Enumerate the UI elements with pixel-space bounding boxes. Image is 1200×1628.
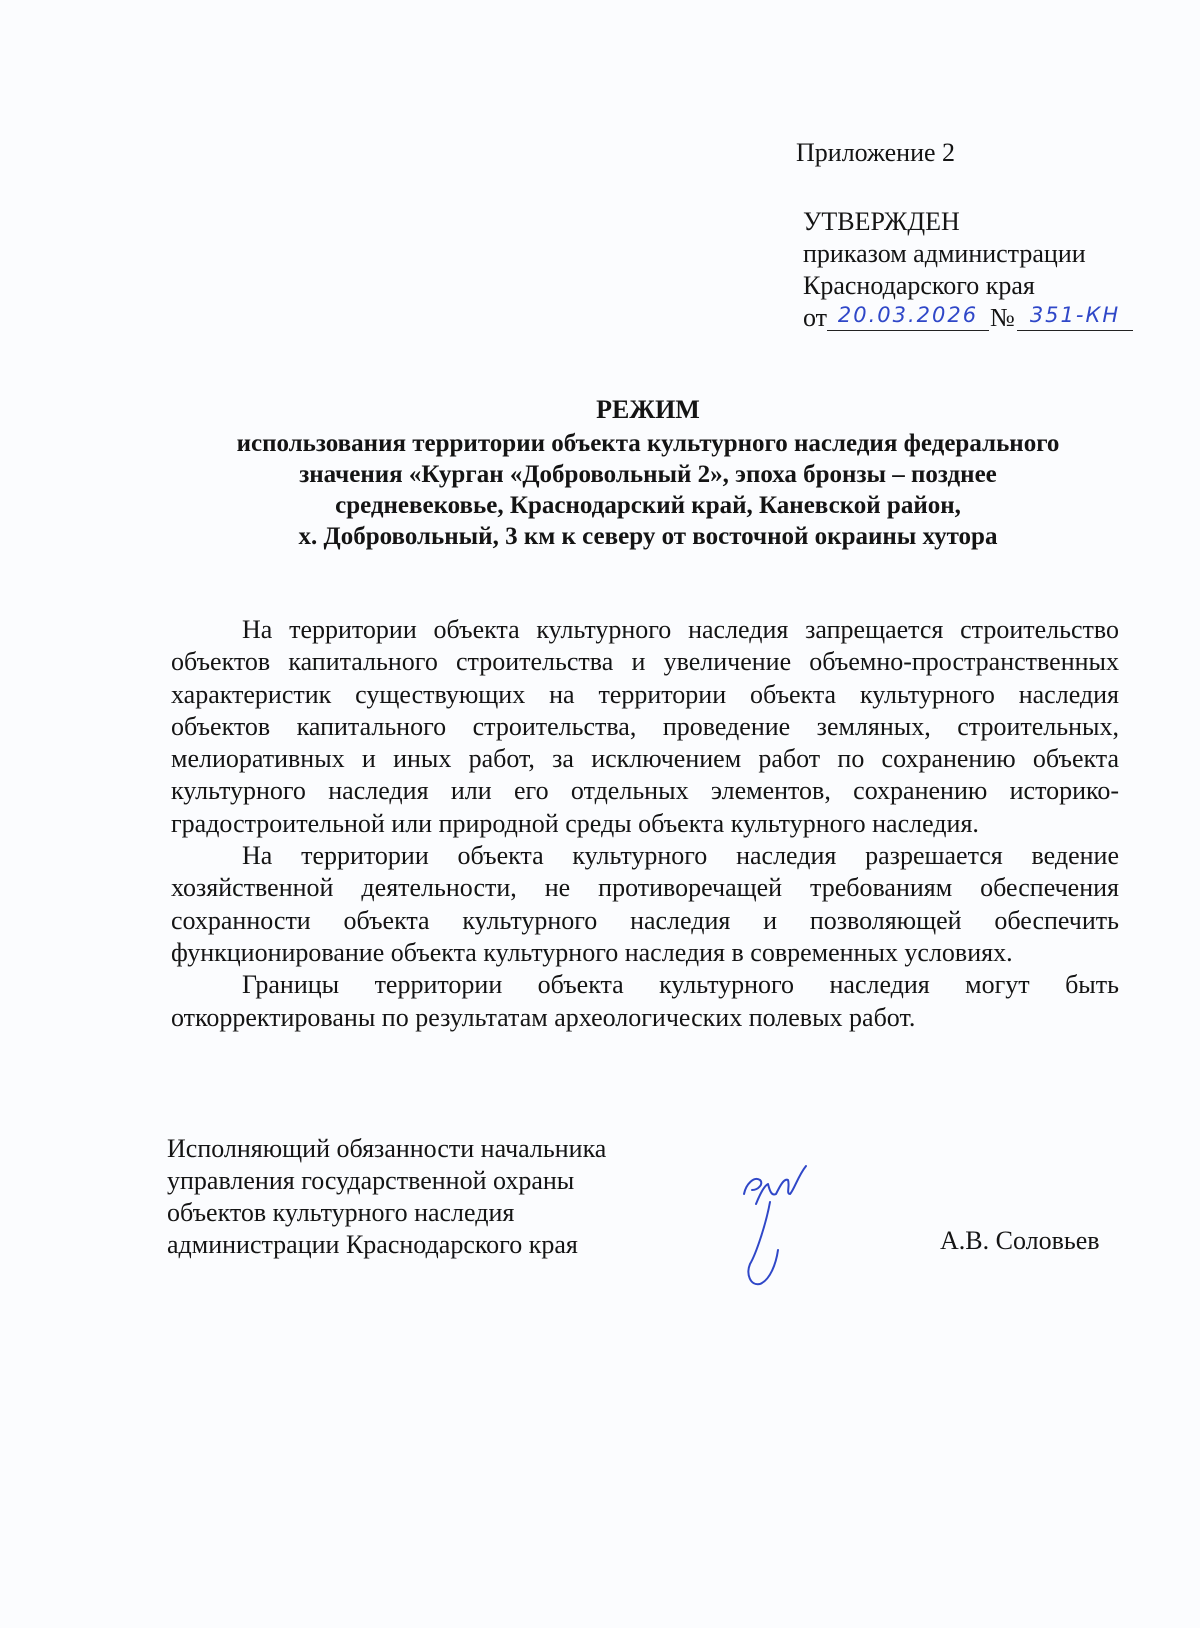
- document-title: [140, 394, 1156, 552]
- date-prefix: от: [803, 303, 828, 332]
- order-date: 20.03.2026: [827, 300, 989, 331]
- title-main: РЕЖИМ: [596, 395, 700, 424]
- signer-position-line: администрации Краснодарского края: [167, 1230, 578, 1259]
- approval-heading: УТВЕРЖДЕН: [803, 207, 960, 236]
- document-body: [171, 614, 1119, 1034]
- title-line: использования территории объекта культурного наследия федерального: [236, 430, 1060, 457]
- handwritten-signature: [736, 1164, 826, 1294]
- approval-line: приказом администрации: [803, 239, 1086, 268]
- signer-position: [167, 1133, 606, 1261]
- signer-position-line: управления государственной охраны: [167, 1166, 575, 1195]
- signer-name: А.В. Соловьев: [940, 1226, 1100, 1255]
- number-prefix: №: [990, 303, 1015, 332]
- title-line: значения «Курган «Добровольный 2», эпоха бронзы – позднее: [299, 461, 997, 488]
- order-number: 351-КН: [1017, 300, 1133, 331]
- signer-position-line: Исполняющий обязанности начальника: [167, 1134, 607, 1163]
- body-paragraph: Границы территории объекта культурного наследия могут быть откорректированы по результатам археологических полевых работ.: [171, 970, 1119, 1032]
- order-reference: [803, 302, 1121, 334]
- body-paragraph: На территории объекта культурного наследия запрещается строительство объектов капитального строительства и увеличение объемно-пространственных характеристик существующих на территории объекта культурного наследия объектов капитального строительства, проведение земляных, строительных, мелиоративных и иных работ, за исключением работ по сохранению объекта культурного наследия или его отдельных элементов, сохранению историко-градостроительной или природной среды объекта культурного наследия.: [171, 615, 1119, 838]
- body-paragraph: На территории объекта культурного наследия разрешается ведение хозяйственной деятельности, не противоречащей требованиям обеспечения сохранности объекта культурного наследия и позволяющей обеспечить функционирование объекта культурного наследия в современных условиях.: [171, 841, 1119, 967]
- appendix-label: Приложение 2: [796, 138, 956, 167]
- title-line: средневековье, Краснодарский край, Каневской район,: [335, 492, 961, 519]
- approval-block: [803, 206, 1121, 334]
- title-line: х. Добровольный, 3 км к северу от восточной окраины хутора: [298, 523, 998, 550]
- signer-position-line: объектов культурного наследия: [167, 1198, 515, 1227]
- approval-line: Краснодарского края: [803, 271, 1035, 300]
